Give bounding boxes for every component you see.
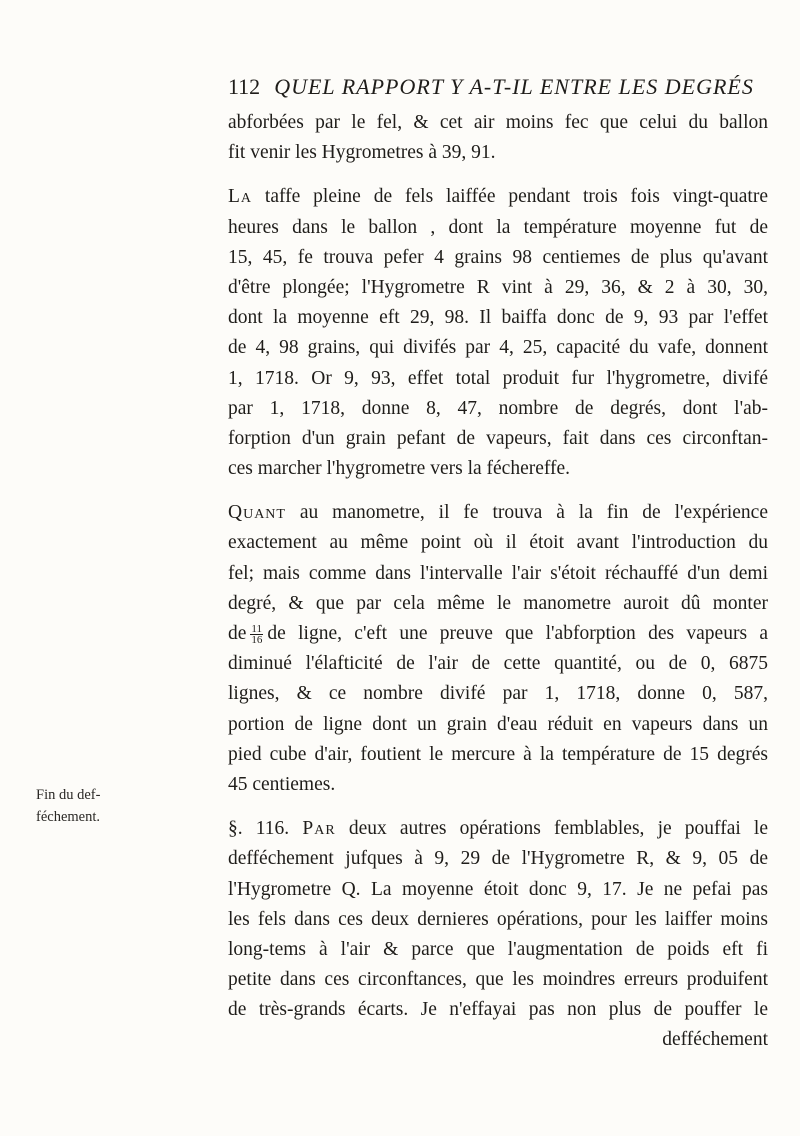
text-line: dont la moyenne eft 29, 98. Il baiffa donc de 9, 93 par l'effet (228, 307, 768, 329)
section-number: §. 116. (228, 818, 290, 840)
margin-note-line: Fin du def- (36, 787, 101, 803)
text-line: abforbées par le fel, & cet air moins fec que celui du ballon (228, 112, 768, 133)
text-line: diminué l'élafticité de l'air de cette quantité, ou de 0, 6875 (228, 653, 768, 675)
text-line: d'être plongée; l'Hygrometre R vint à 29, 36, & 2 à 30, 30, (228, 276, 768, 298)
catchword: defféchement (662, 1029, 768, 1051)
text-line: Quant au manometre, il fe trouva à la fin de l'expérience (228, 502, 768, 524)
text-line: §. 116. Par deux autres opérations femblables, je pouffai le (228, 818, 768, 840)
text-line: defféchement jufques à 9, 29 de l'Hygrometre R, & 9, 05 de (228, 848, 768, 870)
fraction: $\frac{11}{16}$ (251, 623, 263, 647)
running-head (228, 74, 788, 100)
page-number: 112 (228, 74, 261, 99)
margin-note-line: féchement. (36, 809, 101, 825)
text-line: 45 centiemes. (228, 773, 336, 795)
paragraph-lead: Quant (228, 502, 286, 524)
body-text (228, 108, 768, 1056)
text-line: fit venir les Hygrometres à 39, 91. (228, 142, 496, 164)
text-line: 1, 1718. Or 9, 93, effet total produit fur l'hygrometre, divifé (228, 367, 768, 389)
paragraph-lead: Par (302, 818, 336, 840)
paragraph-lead: La (228, 186, 253, 208)
text-line: pied cube d'air, foutient le mercure à la température de 15 degrés (228, 743, 768, 765)
text-line: l'Hygrometre Q. La moyenne étoit donc 9, 17. Je ne pefai pas (228, 878, 768, 900)
text-line: portion de ligne dont un grain d'eau réduit en vapeurs dans un (228, 713, 768, 735)
text-line: exactement au même point où il étoit avant l'introduction du (228, 532, 768, 554)
running-title: QUEL RAPPORT Y A-T-IL ENTRE LES DEGRÉS (274, 74, 754, 99)
text-line: heures dans le ballon , dont la température moyenne fut de (228, 216, 768, 238)
text-line: lignes, & ce nombre divifé par 1, 1718, donne 0, 587, (228, 683, 768, 705)
text-line: fel; mais comme dans l'intervalle l'air s'étoit réchauffé d'un demi (228, 562, 768, 584)
text-line: ces marcher l'hygrometre vers la féchereffe. (228, 458, 571, 480)
text-line: petite dans ces circonftances, que les moindres erreurs produifent (228, 969, 768, 991)
text-line: de 4, 98 grains, qui divifés par 4, 25, capacité du vafe, donnent (228, 337, 768, 359)
text-line: 15, 45, fe trouva pefer 4 grains 98 centiemes de plus qu'avant (228, 246, 768, 268)
text-line: forption d'un grain pefant de vapeurs, fait dans ces circonftan- (228, 427, 768, 449)
text-line: par 1, 1718, donne 8, 47, nombre de degrés, dont l'ab- (228, 397, 768, 419)
text-line: La taffe pleine de fels laiffée pendant trois fois vingt-quatre (228, 186, 768, 208)
text-line: de $\frac{11}{16}$ de ligne, c'eft une preuve que l'abforption des vapeurs a (228, 623, 768, 647)
text-line: degré, & que par cela même le manometre auroit dû monter (228, 592, 768, 614)
margin-note (36, 784, 128, 828)
text-line: de très-grands écarts. Je n'effayai pas non plus de pouffer le (228, 999, 768, 1021)
text-line: les fels dans ces deux dernieres opérations, pour les laiffer moins (228, 908, 768, 930)
text-line: long-tems à l'air & parce que l'augmentation de poids eft fi (228, 938, 768, 960)
